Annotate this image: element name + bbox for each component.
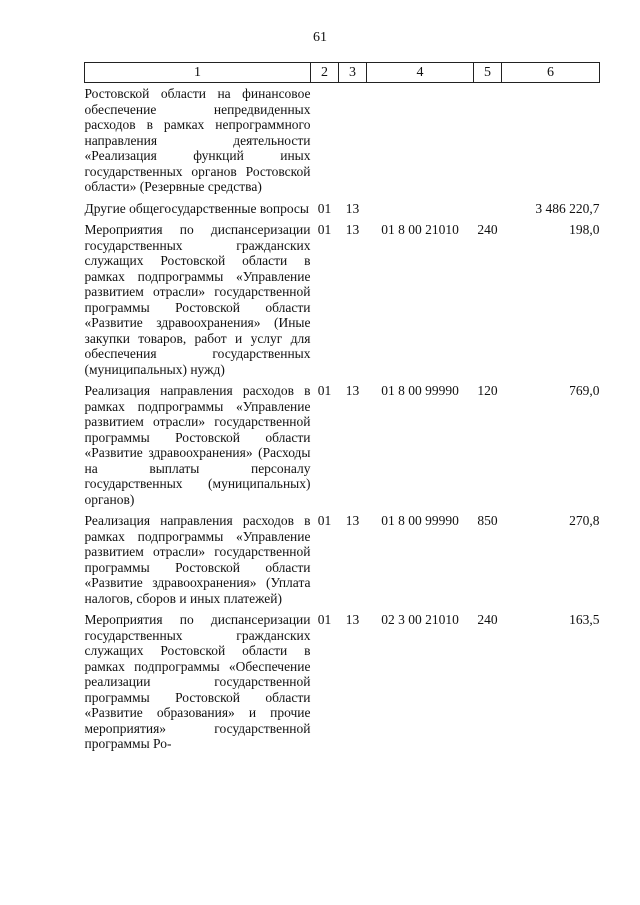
row-target-code: 01 8 00 21010 (381, 222, 459, 237)
table-row (85, 222, 600, 383)
row-section: 01 (317, 612, 332, 627)
page-number: 61 (313, 30, 327, 45)
col-header-2: 2 (311, 63, 339, 83)
row-subsection: 13 (345, 383, 360, 398)
row-section: 01 (317, 200, 332, 216)
table-header-row (85, 63, 600, 83)
row-target-code (367, 83, 474, 201)
row-expense-type: 240 (477, 222, 498, 237)
table-row (85, 383, 600, 513)
col-header-5: 5 (474, 63, 502, 83)
row-amount: 198,0 (569, 222, 600, 237)
row-description: Мероприятия по диспансеризации государственных гражданских служащих Ростовской области в рамках подпрограммы «Управление развитием отрасли» государственной программы Ростовской области «Развитие здравоохранения» (Иные закупки товаров, работ и услуг для обеспечения государственных (муниципальных) нужд) (84, 222, 311, 377)
row-description: Реализация направления расходов в рамках подпрограммы «Управление развитием отрасли» государственной программы Ростовской области «Развитие здравоохранения» (Расходы на выплаты персоналу государственных (муниципальных) органов) (84, 383, 311, 507)
row-description: Мероприятия по диспансеризации государственных гражданских служащих Ростовской области в рамках подпрограммы «Обеспечение реализации государственной программы Ростовской области «Развитие образования» и прочие мероприятия» государственной программы Ро- (84, 612, 311, 751)
row-section: 01 (317, 383, 332, 398)
col-header-6: 6 (502, 63, 600, 83)
table-row (85, 612, 600, 758)
col-header-3: 3 (339, 63, 367, 83)
row-expense-type: 240 (477, 612, 498, 627)
row-subsection (339, 83, 367, 201)
row-amount: 3 486 220,7 (535, 200, 600, 216)
row-subsection: 13 (345, 612, 360, 627)
row-expense-type: 120 (477, 383, 498, 398)
row-section: 01 (317, 222, 332, 237)
row-subsection: 13 (345, 513, 360, 528)
table-row (85, 201, 600, 223)
col-header-1: 1 (85, 63, 311, 83)
row-expense-type: 850 (477, 513, 498, 528)
row-subsection: 13 (345, 222, 360, 237)
row-section: 01 (317, 513, 332, 528)
table-row (85, 83, 600, 201)
row-expense-type (474, 83, 502, 201)
row-target-code: 01 8 00 99990 (381, 513, 459, 528)
budget-table (84, 62, 600, 758)
row-target-code (367, 201, 474, 223)
row-target-code: 01 8 00 99990 (381, 383, 459, 398)
row-description: Реализация направления расходов в рамках подпрограммы «Управление развитием отрасли» государственной программы Ростовской области «Развитие здравоохранения» (Уплата налогов, сборов и иных платежей) (84, 513, 311, 606)
row-amount (502, 83, 600, 201)
row-description: Другие общегосударственные вопросы (84, 200, 309, 216)
row-amount: 163,5 (569, 612, 600, 627)
row-target-code: 02 3 00 21010 (381, 612, 459, 627)
table-row (85, 513, 600, 612)
row-amount: 769,0 (569, 383, 600, 398)
row-section (311, 83, 339, 201)
row-description: Ростовской области на финансовое обеспечение непредвиденных расходов в рамках непрограммного направления деятельности «Реализация функций иных государственных органов Ростовской области» (Резервные средства) (84, 86, 311, 194)
row-expense-type (474, 201, 502, 223)
row-amount: 270,8 (569, 513, 600, 528)
col-header-4: 4 (367, 63, 474, 83)
row-subsection: 13 (345, 200, 360, 216)
